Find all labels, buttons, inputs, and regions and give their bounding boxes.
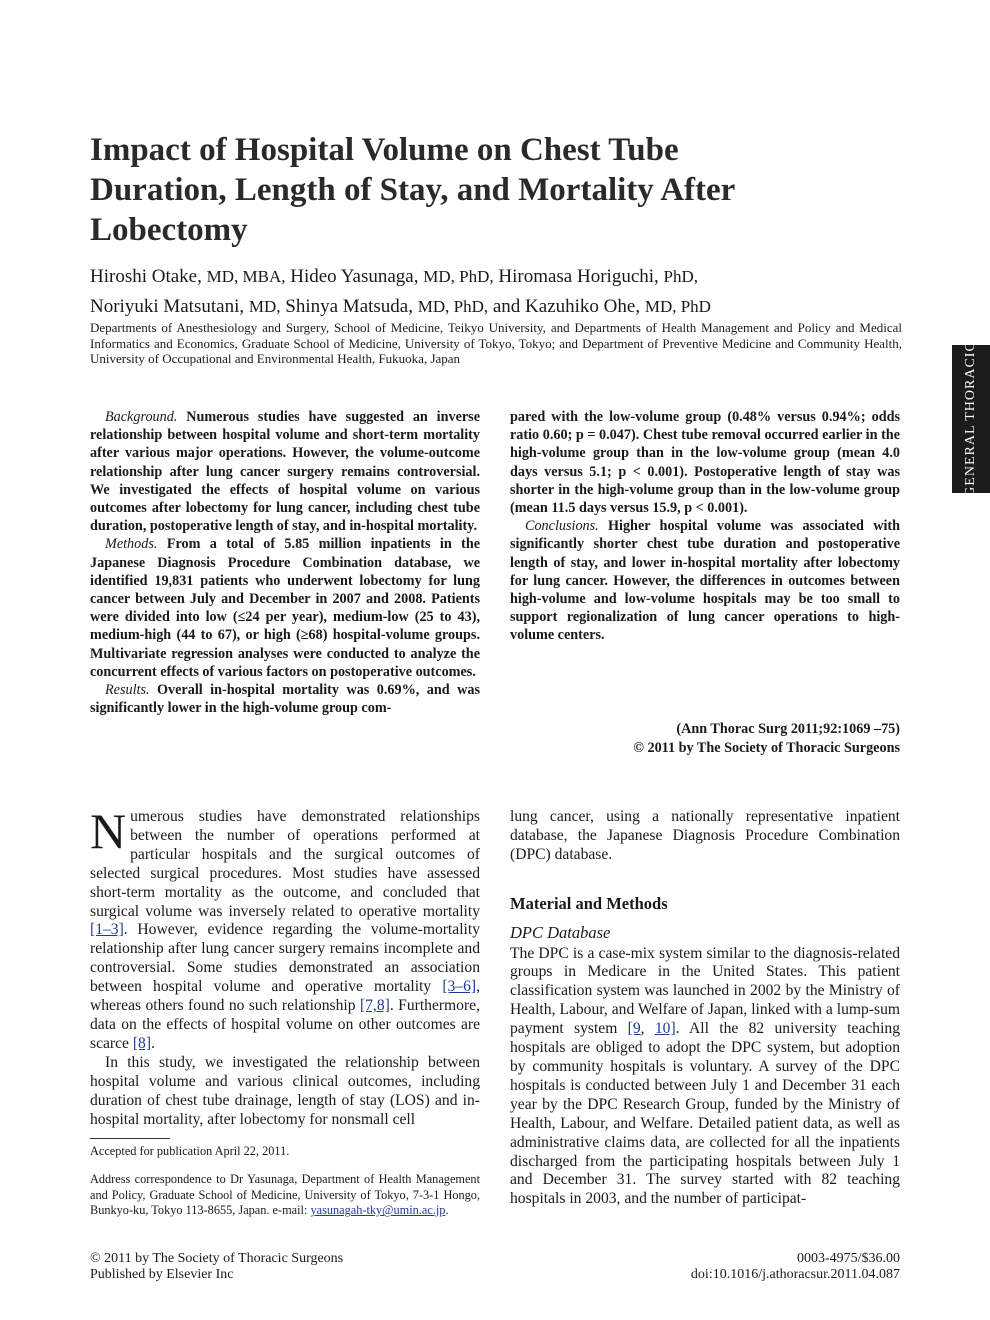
intro-paragraph-1: [90, 803, 480, 1054]
citation-reference: (Ann Thorac Surg 2011;92:1069 –75): [676, 721, 900, 737]
citation-copyright: © 2011 by The Society of Thoracic Surgeons: [633, 740, 900, 756]
footnotes: [90, 1144, 480, 1231]
body-text: umerous studies have demonstrated relationships between the number of operations performed at particular hospitals and the surgical outcomes of selected surgical procedures. Most studies have assessed short-term mortality as the outcome, and concluded that surgical volume was inversely related to operative mortality: [90, 808, 480, 920]
body-text: ,: [640, 1020, 655, 1038]
reference-link[interactable]: [9: [627, 1020, 641, 1038]
abstract-heading: Results.: [105, 682, 150, 699]
body-left-column: [90, 803, 480, 1129]
reference-link[interactable]: 10]: [654, 1020, 676, 1038]
journal-citation: [510, 720, 900, 758]
author-name: Hideo Yasunaga,: [290, 266, 419, 287]
intro-paragraph-2-continued: lung cancer, using a nationally representative inpatient database, the Japanese Diagnosis Procedure Combination (DPC) database.: [510, 808, 900, 863]
body-text: The DPC is a case-mix system similar to the diagnosis-related groups in Medicare in the United States. This patient classification system was launched in 2002 by the Ministry of Health, Labour, and Welfare of Japan, linked with a lump-sum payment system: [510, 944, 900, 1038]
abstract-heading: Methods.: [105, 536, 158, 553]
abstract-results-continued: pared with the low-volume group (0.48% versus 0.94%; odds ratio 0.60; p = 0.047). Chest tube removal occurred earlier in the high-volume group than in the low-volume group (mean 4.0 days versus 5.1; p < 0.001). Postoperative length of stay was shorter in the high-volume group than in the low-volume group (mean 11.5 days versus 15.9, p < 0.001).: [510, 409, 900, 517]
affiliations: Departments of Anesthesiology and Surgery, School of Medicine, Teikyo University, and Departments of Health Management and Policy and Medical Informatics and Economics, Graduate School of Medicine, University of Tokyo, Tokyo; and Department of Preventive Medicine and Community Health, University of Occupational and Environmental Health, Fukuoka, Japan: [90, 320, 902, 366]
abstract-conclusions: [510, 517, 900, 644]
reference-link[interactable]: [8]: [132, 1034, 152, 1052]
author-name: Hiroshi Otake,: [90, 266, 202, 287]
abstract-right-column: [510, 408, 900, 645]
author-degrees: PhD,: [663, 267, 699, 286]
footer-issn: 0003-4975/$36.00: [796, 1251, 900, 1266]
abstract-results: [90, 681, 480, 717]
abstract-heading: Background.: [105, 409, 178, 425]
author-degrees: MD, PhD,: [417, 297, 489, 316]
abstract-text: Higher hospital volume was associated with significantly shorter chest tube duration and postoperative length of stay, and lower in-hospital mortality after lobectomy for lung cancer. However, the differences in outcomes between high-volume and low-volume hospitals may be too small to support regionalization of lung cancer operations to high-volume centers.: [510, 518, 901, 644]
author-name: Shinya Matsuda,: [285, 296, 413, 317]
footnote-accepted: Accepted for publication April 22, 2011.: [90, 1144, 290, 1158]
reference-link[interactable]: [3–6]: [442, 978, 477, 996]
abstract-text: Numerous studies have suggested an inverse relationship between hospital volume and short-term mortality after various major operations. However, the volume-outcome relationship after lung cancer surgery remains controversial. We investigated the effects of hospital volume on various outcomes after lobectomy for lung cancer, including chest tube duration, postoperative length of stay, and in-hospital mortality.: [90, 409, 480, 535]
body-text: . However, evidence regarding the volume-mortality relationship after lung cancer surgery remains incomplete and controversial. Some studies demonstrated an association between hospital volume and operative mortality: [90, 921, 480, 996]
abstract-background: [90, 408, 480, 535]
abstract-text: From a total of 5.85 million inpatients in the Japanese Diagnosis Procedure Combination database, we identified 19,831 patients who underwent lobectomy for lung cancer between July and December in 2007 and 2008. Patients were divided into low (≤24 per year), medium-low (25 to 43), medium-high (44 to 67), or high (≥68) hospital-volume groups. Multivariate regression analyses were conducted to analyze the concurrent effects of various factors on postoperative outcomes.: [90, 536, 481, 680]
section-heading: Material and Methods: [510, 893, 668, 913]
section-tab: [952, 341, 990, 497]
footnote-divider: [90, 1138, 170, 1139]
body-text: . All the 82 university teaching hospitals are obliged to adopt the DPC system, but adoption by community hospitals is voluntary. A survey of the DPC hospitals is conducted between July 1 and December 31 each year by the DPC Research Group, funded by the Ministry of Health, Labour, and Welfare. Detailed patient data, as well as administrative claims data, are collected for all the inpatients discharged from the participating hospitals between July 1 and December 31. The survey started with 82 teaching hospitals in 2003, and the number of participat-: [510, 1020, 901, 1208]
author-list: [90, 262, 910, 322]
subsection-heading: DPC Database: [510, 922, 611, 942]
reference-link[interactable]: [1–3]: [90, 921, 124, 939]
methods-paragraph-1: [510, 945, 900, 1210]
body-text: . Furthermore, data on the effects of hospital volume on other outcomes are scarce: [90, 997, 480, 1052]
abstract-heading: Conclusions.: [525, 518, 599, 535]
abstract-text: Overall in-hospital mortality was 0.69%, and was significantly lower in the high-volume group com-: [90, 682, 481, 717]
section-tab-label: GENERAL THORACIC: [963, 341, 978, 497]
author-degrees: MD, PhD: [644, 297, 711, 316]
body-right-column: [510, 808, 900, 1209]
author-name: Hiromasa Horiguchi,: [498, 266, 659, 287]
footer-publisher: Published by Elsevier Inc: [90, 1266, 234, 1282]
footer-doi: doi:10.1016/j.athoracsur.2011.04.087: [690, 1266, 900, 1282]
author-name: and Kazuhiko Ohe,: [492, 296, 641, 317]
author-degrees: MD, MBA,: [206, 267, 286, 286]
footnote-correspondence: [90, 1172, 480, 1219]
abstract-left-column: [90, 408, 480, 717]
intro-paragraph-2: In this study, we investigated the relationship between hospital volume and various clinical outcomes, including duration of chest tube drainage, length of stay (LOS) and in-hospital mortality, after lobectomy for nonsmall cell: [90, 1053, 480, 1128]
page-footer-left: [90, 1251, 510, 1282]
article-title: Impact of Hospital Volume on Chest Tube Duration, Length of Stay, and Mortality After Lobectomy: [90, 132, 735, 248]
body-text: .: [151, 1034, 155, 1052]
author-degrees: MD, PhD,: [423, 267, 494, 286]
footnote-text: Address correspondence to Dr Yasunaga, Department of Health Management and Policy, Graduate School of Medicine, University of Tokyo, 7-3-1 Hongo, Bunkyo-ku, Tokyo 113-8655, Japan. e-mail:: [90, 1171, 480, 1218]
footer-copyright: © 2011 by The Society of Thoracic Surgeons: [90, 1251, 344, 1266]
author-degrees: MD,: [248, 297, 281, 316]
author-name: Noriyuki Matsutani,: [90, 296, 245, 317]
abstract-methods: [90, 535, 480, 681]
page-footer-right: [560, 1251, 900, 1282]
body-text: , whereas others found no such relationship: [90, 978, 480, 1015]
drop-cap: N: [90, 803, 127, 859]
email-link[interactable]: yasunagah-tky@umin.ac.jp: [310, 1203, 446, 1218]
footnote-text: .: [445, 1203, 449, 1218]
reference-link[interactable]: [7,8]: [359, 997, 390, 1015]
